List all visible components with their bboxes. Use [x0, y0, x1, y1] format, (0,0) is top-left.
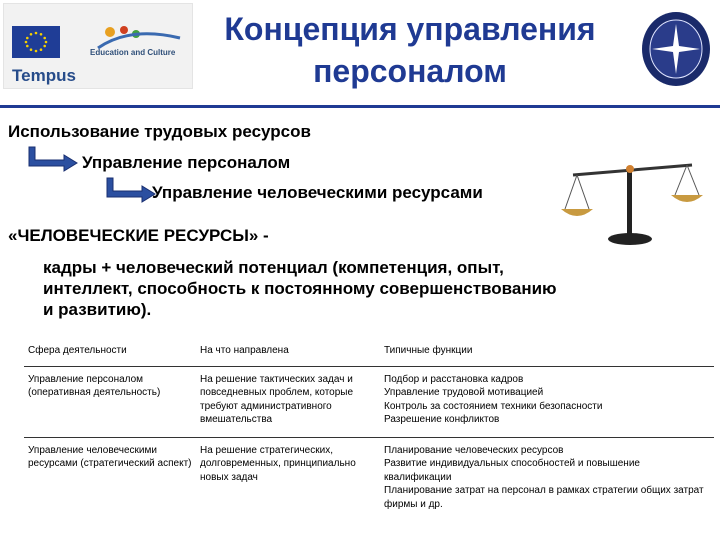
table-cell-target: На решение тактических задач и повседневных проблем, которые требуют административного вмешательства — [196, 366, 380, 437]
definition-text: кадры + человеческий потенциал (компетенция, опыт, интеллект, способность к постоянному совершенствованию и развитию). — [43, 258, 557, 319]
arrow-right-icon — [28, 146, 78, 172]
table-cell-functions — [380, 437, 714, 513]
table-row — [24, 366, 714, 437]
function-item: Разрешение конфликтов — [384, 414, 500, 425]
hierarchy-level-3: Управление человеческими ресурсами — [152, 183, 483, 202]
function-item: Контроль за состоянием техники безопасности — [384, 400, 603, 412]
tempus-label: Tempus — [12, 66, 76, 85]
function-item: Развитие индивидуальных способностей и повышение квалификации — [384, 458, 640, 483]
tempus-logo-panel — [3, 3, 193, 89]
table-header: Сфера деятельности — [24, 338, 196, 366]
definition-term: «ЧЕЛОВЕЧЕСКИЕ РЕСУРСЫ» - — [8, 226, 269, 245]
table-cell-sphere: Управление персоналом (оперативная деятельность) — [24, 366, 196, 437]
function-item: Подбор и расстановка кадров — [384, 373, 524, 385]
hierarchy-level-2: Управление персоналом — [82, 153, 291, 172]
table-header: Типичные функции — [380, 338, 714, 366]
table-cell-functions — [380, 366, 714, 437]
title-divider — [0, 105, 720, 108]
university-emblem-icon — [640, 10, 712, 88]
table-row — [24, 437, 714, 513]
table-cell-target: На решение стратегических, долговременных, принципиально новых задач — [200, 444, 356, 483]
table-cell-sphere: Управление человеческими ресурсами (стратегический аспект) — [28, 444, 192, 469]
function-item: Управление трудовой мотивацией — [384, 387, 544, 398]
hierarchy-level-1: Использование трудовых ресурсов — [8, 122, 311, 141]
scales-icon — [555, 147, 710, 247]
table-header-row — [24, 338, 714, 366]
page-title: Концепция управления персоналом — [224, 11, 596, 89]
table-header: На что направлена — [196, 338, 380, 366]
function-item: Планирование затрат на персонал в рамках стратегии общих затрат фирмы и др. — [384, 485, 704, 510]
functions-table — [24, 338, 714, 513]
function-item: Планирование человеческих ресурсов — [384, 444, 564, 456]
logo-caption: Education and Culture — [90, 48, 176, 57]
arrow-right-icon — [106, 177, 156, 203]
eu-flag-icon — [12, 26, 60, 58]
